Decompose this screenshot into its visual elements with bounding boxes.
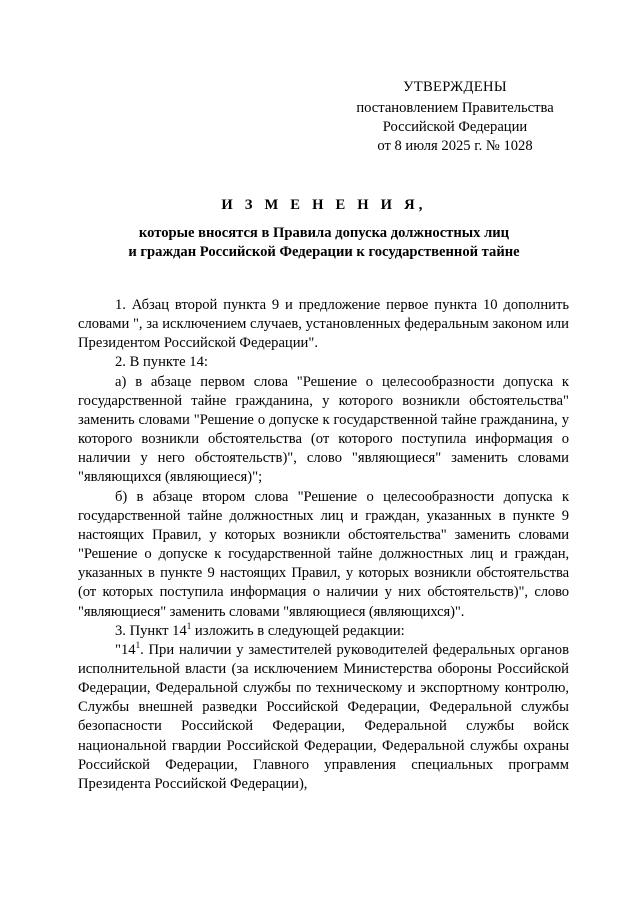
approval-line-date: от 8 июля 2025 г. № 1028 — [377, 138, 533, 154]
approval-line-government: Российской Федерации — [382, 119, 528, 135]
paragraph-item-2a: а) в абзаце первом слова "Решение о целесообразности допуска к государственной тайне гражданина, у которого возникли обстоятельства" заменить словами "Решение о допуске к государственной тайне гражданина, у которого возникли обстоятельства (от которого поступила информация о наличии у него обстоятельств)", слово "являющиеся" заменить словами "являющихся (являющиеся)"; — [78, 373, 569, 486]
paragraph-item-2b: б) в абзаце втором слова "Решение о целесообразности допуска к государственной тайне должностных лиц и граждан, указанных в пункте 9 настоящих Правил, у которых возникли обстоятельства" заменить словами "Решение о допуске к государственной тайне должностных лиц и граждан, указанных в пункте 9 настоящих Правил, у которых возникли обстоятельства (от которых поступила информация о наличии у них обстоятельств)", слово "являющиеся" заменить словами "являющиеся (являющихся)". — [78, 488, 569, 620]
paragraph-item-14-1 — [78, 641, 569, 794]
heading-subtitle-line1: которые вносятся в Правила допуска должностных лиц — [138, 225, 510, 241]
item-14-1-text-start: "14 — [115, 641, 136, 658]
heading-subtitle — [70, 224, 578, 262]
item-3-superscript: 1 — [186, 620, 192, 631]
item-3-text-end: изложить в следующей редакции: — [191, 622, 405, 639]
heading-subtitle-line2: и граждан Российской Федерации к государственной тайне — [128, 244, 520, 260]
paragraph-item-3 — [78, 622, 569, 641]
item-3-text-start: 3. Пункт 14 — [115, 622, 187, 639]
document-body — [78, 296, 569, 794]
heading-title: И З М Е Н Е Н И Я, — [221, 197, 427, 213]
document-heading — [70, 196, 578, 262]
item-14-1-text-end: . При наличии у заместителей руководителей федеральных органов исполнительной власти (за исключением Министерства обороны Российской Федерации, Федеральной службы по техническому и экспортному контролю, Службы внешней разведки Российской Федерации, Федеральной службы безопасности Российской Федерации, Федеральной службы войск национальной гвардии Российской Федерации, Федеральной службы охраны Российской Федерации, Главного управления специальных программ Президента Российской Федерации), — [78, 641, 569, 792]
approval-stamp-block — [330, 78, 580, 156]
item-14-1-superscript: 1 — [135, 639, 141, 650]
approval-line-decree: постановлением Правительства — [356, 100, 554, 116]
paragraph-item-2: 2. В пункте 14: — [115, 354, 208, 371]
paragraph-item-1: 1. Абзац второй пункта 9 и предложение первое пункта 10 дополнить словами ", за исключением случаев, установленных федеральным законом или Президентом Российской Федерации". — [78, 297, 569, 352]
approval-title: УТВЕРЖДЕНЫ — [403, 79, 507, 95]
